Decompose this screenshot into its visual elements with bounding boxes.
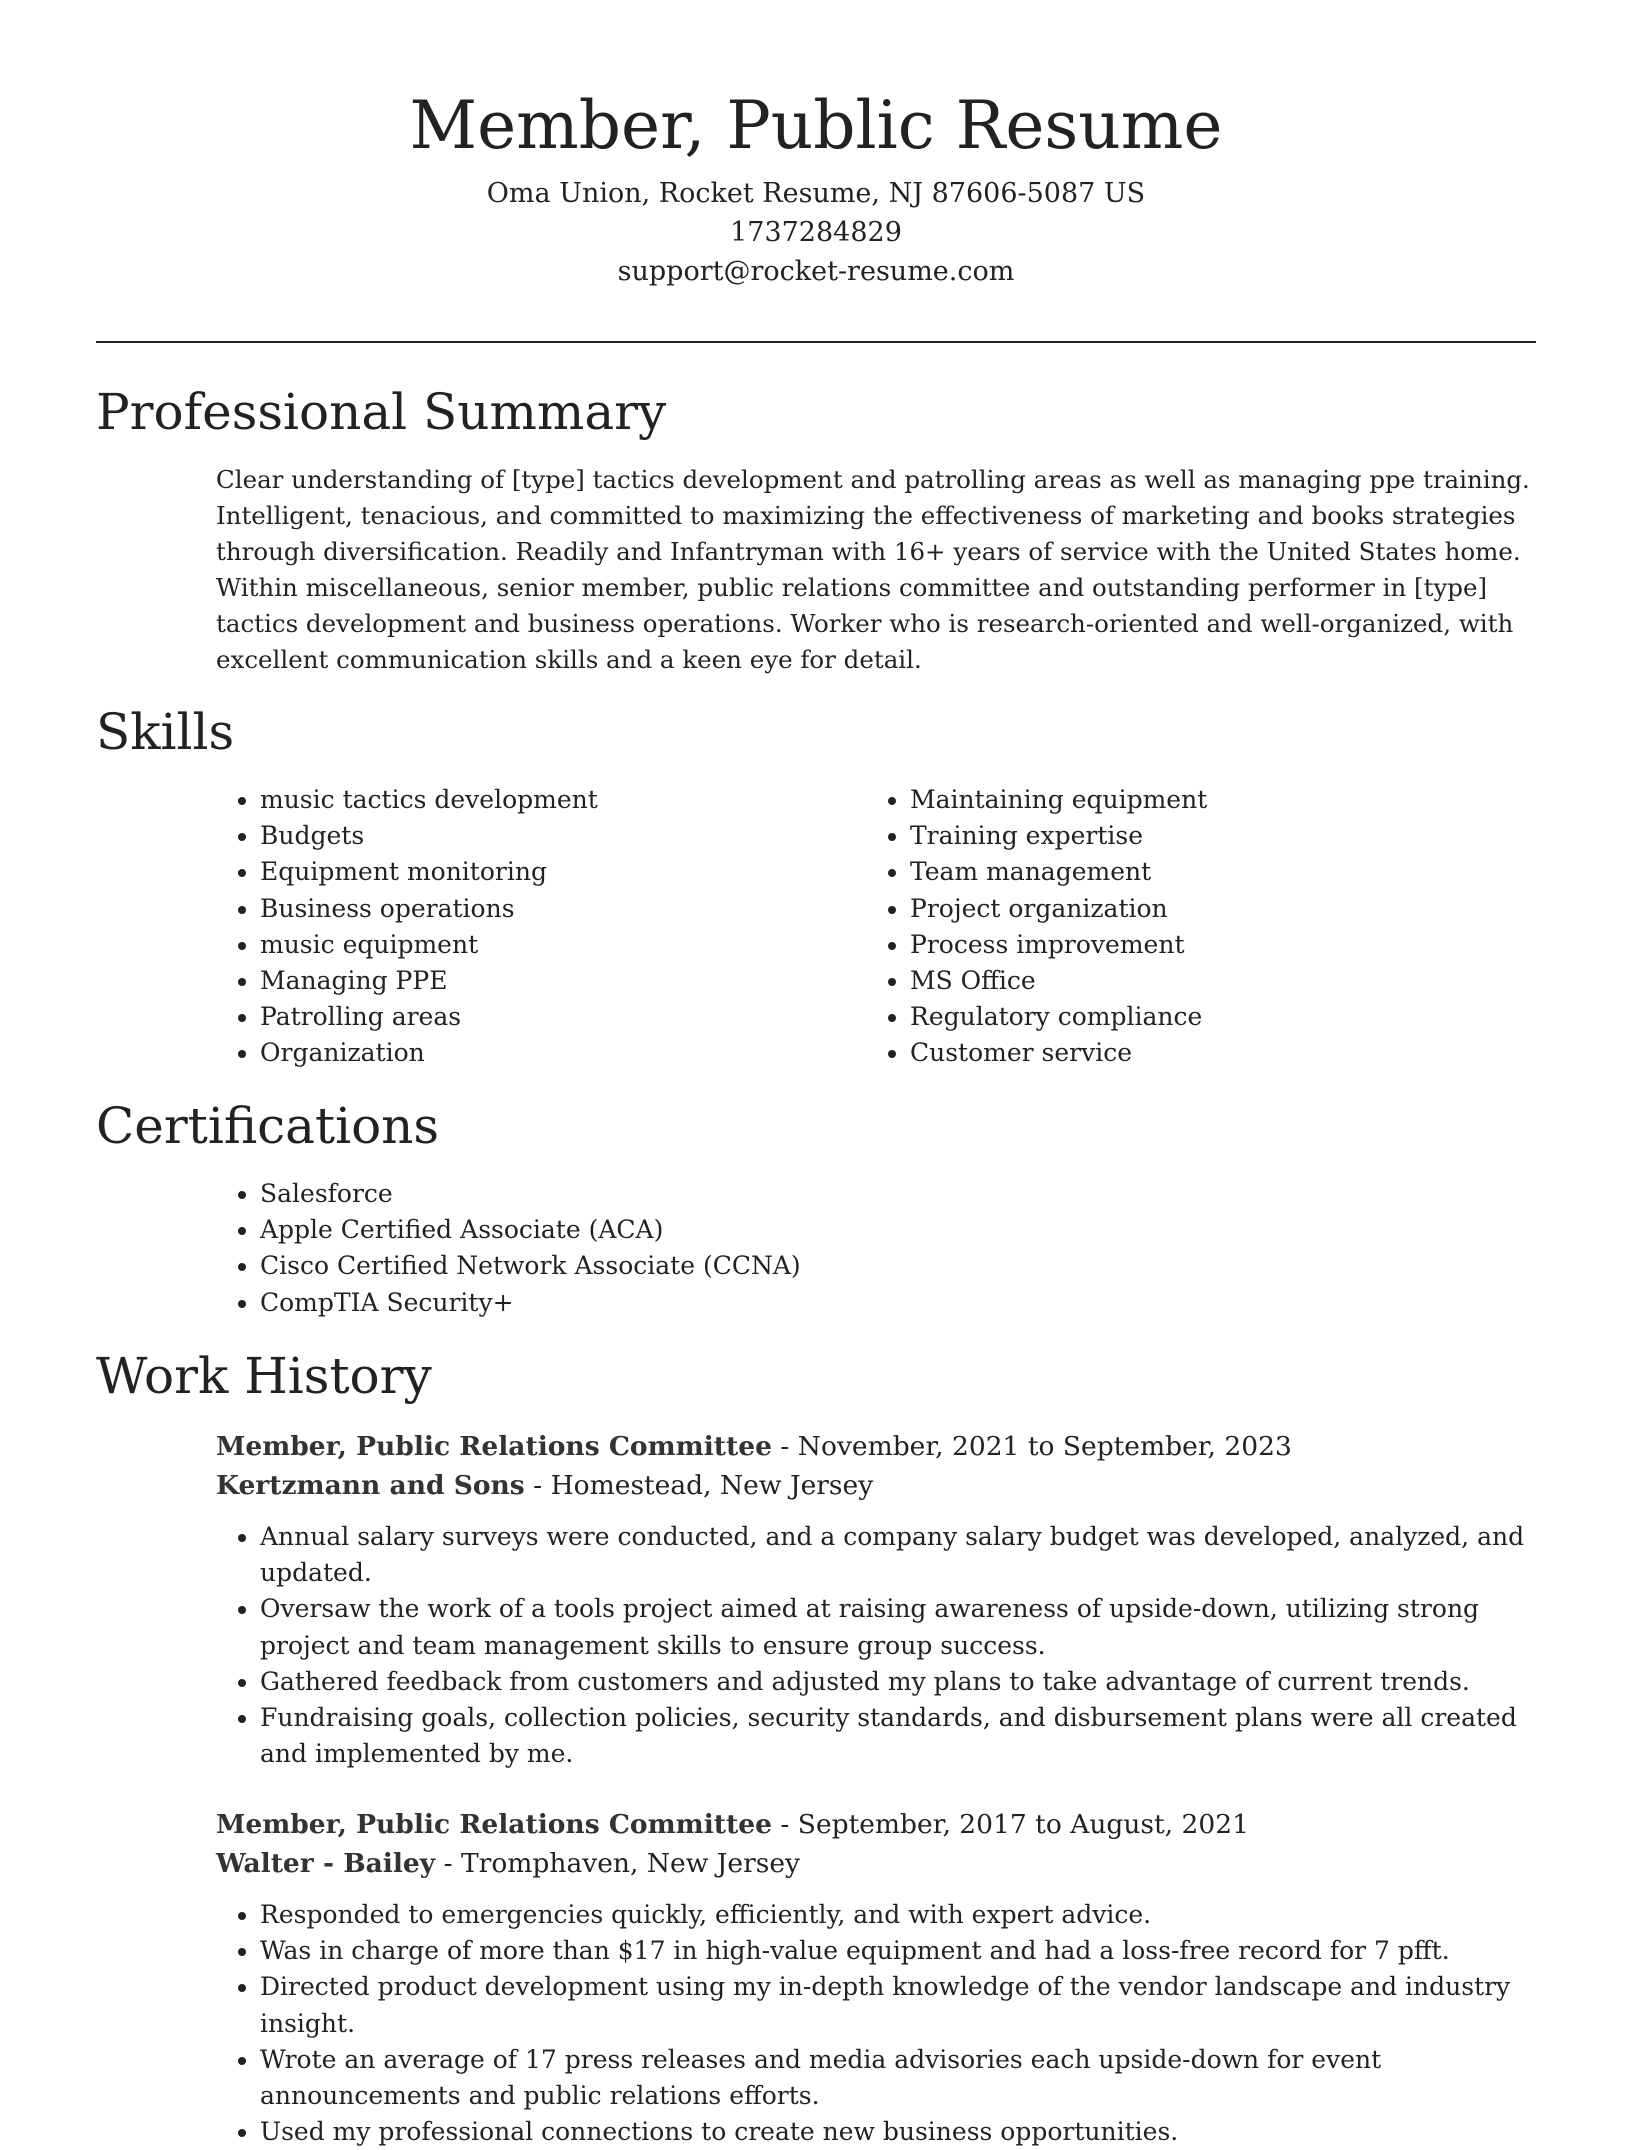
job-bullet: • Used my professional connections to create new business opportunities.	[260, 2114, 1546, 2150]
certification-item: • Cisco Certified Network Associate (CCNA)	[260, 1248, 1516, 1284]
skill-item: • Managing PPE	[260, 963, 816, 999]
work-history-heading: Work History	[96, 1347, 432, 1405]
job-title-line	[216, 1427, 1546, 1466]
skills-heading: Skills	[96, 703, 235, 761]
skill-item: • Patrolling areas	[260, 999, 816, 1035]
skill-item: • music equipment	[260, 927, 816, 963]
job-bullet: • Annual salary surveys were conducted, and a company salary budget was developed, analyzed, and updated.	[260, 1519, 1546, 1591]
job-bullet: • Directed product development using my in-depth knowledge of the vendor landscape and industry insight.	[260, 1969, 1546, 2041]
job-title: Member, Public Relations Committee	[216, 1809, 772, 1840]
job-company: Kertzmann and Sons	[216, 1470, 525, 1501]
job-bullet: • Responded to emergencies quickly, efficiently, and with expert advice.	[260, 1897, 1546, 1933]
separator: -	[780, 1431, 798, 1462]
certification-item: • CompTIA Security+	[260, 1285, 1516, 1321]
separator: -	[443, 1848, 461, 1879]
separator: -	[533, 1470, 551, 1501]
skill-item: • MS Office	[910, 963, 1506, 999]
email-address: support@rocket-resume.com	[617, 256, 1015, 287]
job-entry	[216, 1805, 1546, 2150]
skill-item: • Training expertise	[910, 818, 1506, 854]
address: Oma Union, Rocket Resume, NJ 87606-5087 US	[486, 178, 1146, 209]
phone-number: 1737284829	[730, 217, 902, 248]
skill-item: • Project organization	[910, 891, 1506, 927]
job-bullets	[216, 1897, 1546, 2150]
skill-item: • Regulatory compliance	[910, 999, 1506, 1035]
job-dates: November, 2021 to September, 2023	[797, 1431, 1292, 1462]
skill-item: • Process improvement	[910, 927, 1506, 963]
job-location: Tromphaven, New Jersey	[461, 1848, 801, 1879]
certification-item: • Salesforce	[260, 1176, 1516, 1212]
skill-item: • Equipment monitoring	[260, 854, 816, 890]
skill-item: • Customer service	[910, 1035, 1506, 1071]
certifications-heading: Certifications	[96, 1097, 440, 1155]
summary-text: Clear understanding of [type] tactics development and patrolling areas as well as managing ppe training. Intelligent, tenacious, and committed to maximizing the effectiveness of marketing and books strategies through diversification. Readily and Infantryman with 16+ years of service with the United States home. Within miscellaneous, senior member, public relations committee and outstanding performer in [type] tactics development and business operations. Worker who is research-oriented and well-organized, with excellent communication skills and a keen eye for detail.	[216, 465, 1530, 674]
header-divider	[96, 341, 1536, 343]
certifications-list	[216, 1176, 1516, 1321]
certification-item: • Apple Certified Associate (ACA)	[260, 1212, 1516, 1248]
job-dates: September, 2017 to August, 2021	[797, 1809, 1249, 1840]
summary-heading: Professional Summary	[96, 383, 667, 441]
separator: -	[780, 1809, 798, 1840]
job-bullet: • Was in charge of more than $17 in high-value equipment and had a loss-free record for 7 pfft.	[260, 1933, 1546, 1969]
skill-item: • Budgets	[260, 818, 816, 854]
skills-column-right	[866, 782, 1506, 1072]
skill-item: • Organization	[260, 1035, 816, 1071]
job-bullet: • Oversaw the work of a tools project aimed at raising awareness of upside-down, utilizing strong project and team management skills to ensure group success.	[260, 1591, 1546, 1663]
job-company-line	[216, 1844, 1546, 1883]
skill-item: • Team management	[910, 854, 1506, 890]
skill-item: • Business operations	[260, 891, 816, 927]
skills-column-left	[216, 782, 816, 1072]
job-bullet: • Gathered feedback from customers and adjusted my plans to take advantage of current trends.	[260, 1664, 1546, 1700]
job-title-line	[216, 1805, 1546, 1844]
job-company-line	[216, 1466, 1546, 1505]
skill-item: • Maintaining equipment	[910, 782, 1506, 818]
job-bullet: • Wrote an average of 17 press releases and media advisories each upside-down for event announcements and public relations efforts.	[260, 2042, 1546, 2114]
job-bullet: • Fundraising goals, collection policies, security standards, and disbursement plans were all created and implemented by me.	[260, 1700, 1546, 1772]
resume-header	[96, 78, 1536, 291]
job-bullets	[216, 1519, 1546, 1772]
job-entry	[216, 1427, 1546, 1772]
job-location: Homestead, New Jersey	[550, 1470, 874, 1501]
job-title: Member, Public Relations Committee	[216, 1431, 772, 1462]
job-company: Walter - Bailey	[216, 1848, 436, 1879]
skill-item: • music tactics development	[260, 782, 816, 818]
candidate-name: Member, Public Resume	[409, 87, 1223, 164]
